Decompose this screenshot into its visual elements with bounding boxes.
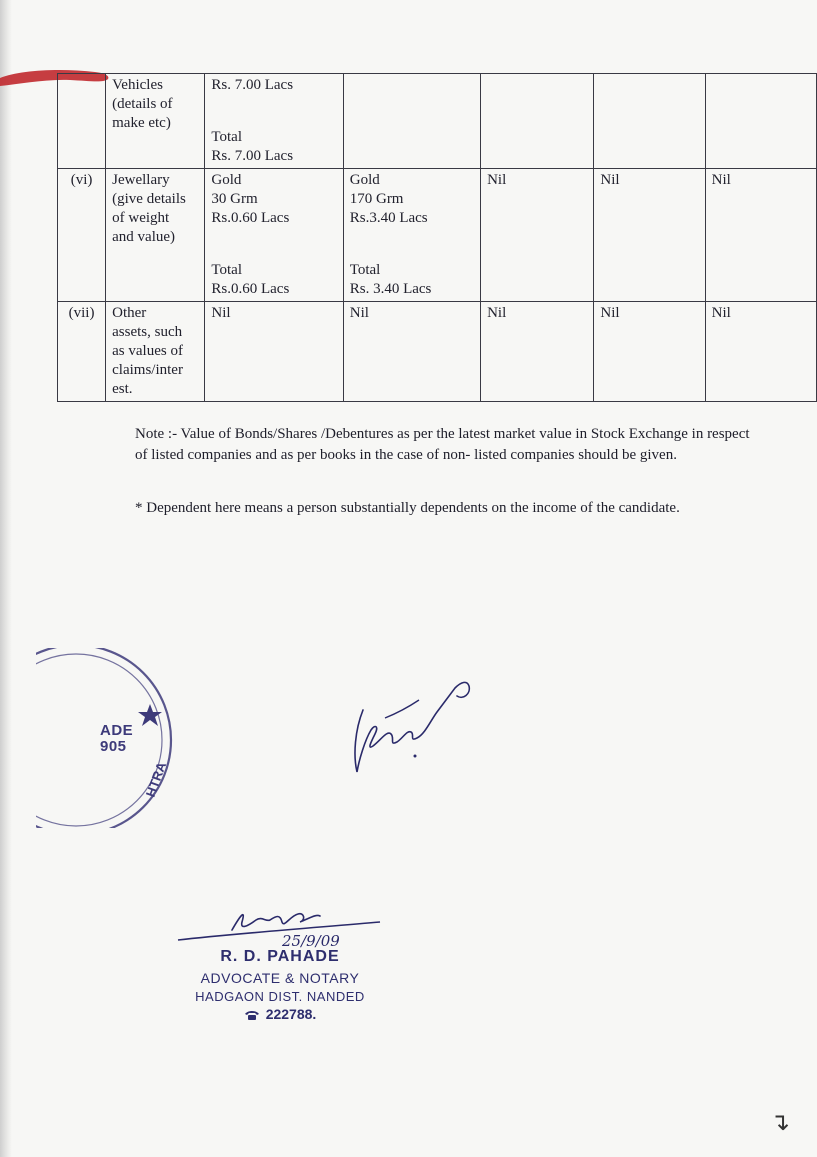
item-description: Other assets, such as values of claims/inter est. xyxy=(106,302,205,402)
notary-signature xyxy=(170,900,390,948)
dependent1-value-cell: Nil xyxy=(481,302,594,402)
notary-phone xyxy=(170,1006,390,1022)
svg-text:25/9/09: 25/9/09 xyxy=(282,932,340,948)
dependent1-value-cell: Nil xyxy=(481,169,594,302)
note-valuation: Note :- Value of Bonds/Shares /Debentures as per the latest market value in Stock Exchange in respect of listed companies and as per books in the case of non- listed companies should be given. xyxy=(135,426,750,463)
spouse-value-cell: Gold 170 Grm Rs.3.40 Lacs Total Rs. 3.40 Lacs xyxy=(343,169,480,302)
spouse-value-cell: Nil xyxy=(343,302,480,402)
self-value-cell: Nil xyxy=(205,302,343,402)
telephone-icon xyxy=(244,1010,260,1020)
dependent2-value-cell: Nil xyxy=(594,169,705,302)
self-value-cell: Rs. 7.00 Lacs Total Rs. 7.00 Lacs xyxy=(205,74,343,169)
item-description: Jewellary (give details of weight and value) xyxy=(106,169,205,302)
phone-number: 222788. xyxy=(265,1006,317,1022)
self-value-cell: Gold 30 Grm Rs.0.60 Lacs Total Rs.0.60 Lacs xyxy=(205,169,343,302)
page-edge-shadow xyxy=(0,0,12,1157)
notary-place: HADGAON DIST. NANDED xyxy=(195,989,365,1004)
svg-text:HTRA: HTRA xyxy=(142,759,170,800)
notary-title: ADVOCATE & NOTARY xyxy=(200,970,360,986)
row-number xyxy=(58,74,106,169)
dependent2-value-cell: Nil xyxy=(594,302,705,402)
candidate-signature xyxy=(345,660,485,780)
row-number: (vii) xyxy=(58,302,106,402)
notary-name: R. D. PAHADE xyxy=(220,948,340,965)
notary-stamp xyxy=(170,900,390,1030)
table-row xyxy=(58,302,817,402)
note-dependent: * Dependent here means a person substantially dependents on the income of the candidate. xyxy=(135,500,680,516)
dependent3-value-cell xyxy=(705,74,816,169)
spouse-value-cell xyxy=(343,74,480,169)
dependent3-value-cell: Nil xyxy=(705,169,816,302)
table-row xyxy=(58,74,817,169)
seal-text-line1: ADE xyxy=(100,722,134,739)
page-turn-arrow-icon: ↴ xyxy=(770,1108,791,1136)
seal-text-line2: 905 xyxy=(100,738,127,755)
assets-table xyxy=(57,73,817,402)
row-number: (vi) xyxy=(58,169,106,302)
dependent2-value-cell xyxy=(594,74,705,169)
item-description: Vehicles (details of make etc) xyxy=(106,74,205,169)
dependent3-value-cell: Nil xyxy=(705,302,816,402)
table-row xyxy=(58,169,817,302)
round-seal xyxy=(36,648,186,828)
dependent1-value-cell xyxy=(481,74,594,169)
